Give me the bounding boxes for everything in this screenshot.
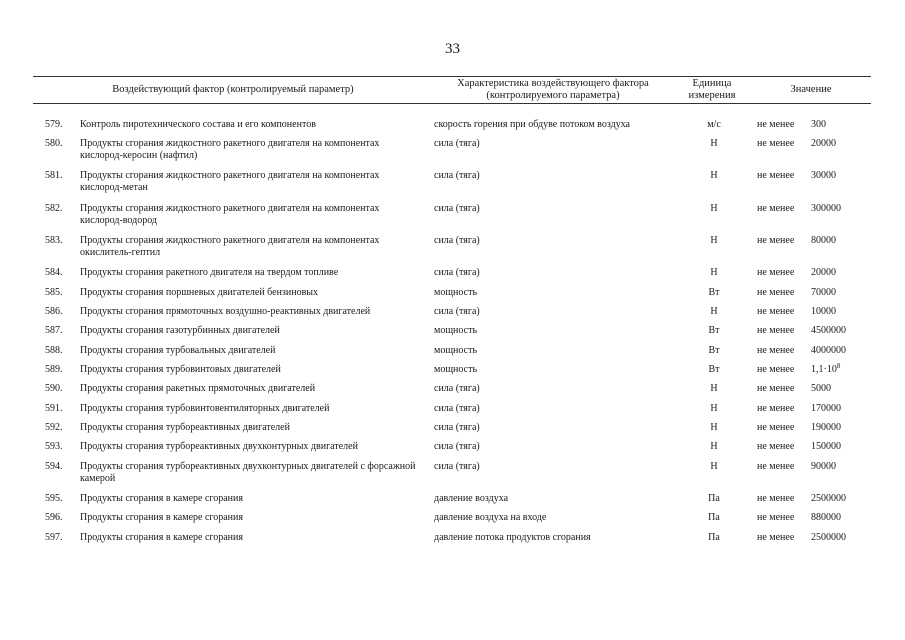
row-value: 880000 bbox=[811, 512, 841, 523]
row-limit: не менее bbox=[757, 267, 795, 278]
row-factor: Продукты сгорания жидкостного ракетного двигателя на компонентах кислород-метан bbox=[80, 170, 380, 193]
row-unit: Н bbox=[710, 235, 718, 246]
row-characteristic: давление воздуха на входе bbox=[434, 512, 547, 523]
row-unit: Н bbox=[710, 267, 718, 278]
row-unit: Н bbox=[710, 441, 718, 452]
row-value: 20000 bbox=[811, 138, 836, 149]
row-characteristic: сила (тяга) bbox=[434, 403, 480, 414]
row-value: 300 bbox=[811, 119, 826, 130]
row-value: 5000 bbox=[811, 383, 831, 394]
row-factor: Продукты сгорания турбореактивных двухконтурных двигателей bbox=[80, 441, 358, 452]
row-unit: Па bbox=[708, 532, 720, 543]
row-factor: Продукты сгорания турбовинтовых двигателей bbox=[80, 364, 281, 375]
row-factor: Продукты сгорания в камере сгорания bbox=[80, 512, 243, 523]
row-number: 596. bbox=[45, 512, 63, 523]
row-number: 580. bbox=[45, 138, 63, 149]
row-unit: Вт bbox=[708, 345, 720, 356]
row-characteristic: скорость горения при обдуве потоком воздуха bbox=[434, 119, 630, 130]
row-number: 593. bbox=[45, 441, 63, 452]
row-limit: не менее bbox=[757, 364, 795, 375]
row-limit: не менее bbox=[757, 532, 795, 543]
row-limit: не менее bbox=[757, 403, 795, 414]
row-characteristic: мощность bbox=[434, 345, 477, 356]
row-value: 30000 bbox=[811, 170, 836, 181]
row-number: 587. bbox=[45, 325, 63, 336]
row-unit: Н bbox=[710, 403, 718, 414]
row-limit: не менее bbox=[757, 287, 795, 298]
row-unit: Н bbox=[710, 203, 718, 214]
row-factor: Продукты сгорания ракетного двигателя на твердом топливе bbox=[80, 267, 339, 278]
row-limit: не менее bbox=[757, 203, 795, 214]
header-factor: Воздействующий фактор (контролируемый параметр) bbox=[112, 84, 354, 95]
row-number: 579. bbox=[45, 119, 63, 130]
header-value: Значение bbox=[790, 84, 832, 95]
row-limit: не менее bbox=[757, 138, 795, 149]
row-unit: Па bbox=[708, 493, 720, 504]
row-number: 582. bbox=[45, 203, 63, 214]
row-factor: Продукты сгорания в камере сгорания bbox=[80, 493, 243, 504]
row-number: 594. bbox=[45, 461, 63, 472]
row-value: 190000 bbox=[811, 422, 841, 433]
row-characteristic: давление потока продуктов сгорания bbox=[434, 532, 591, 543]
row-characteristic: мощность bbox=[434, 364, 477, 375]
row-value: 4000000 bbox=[811, 345, 846, 356]
row-characteristic: сила (тяга) bbox=[434, 138, 480, 149]
row-unit: Н bbox=[710, 170, 718, 181]
row-unit: м/с bbox=[707, 119, 721, 130]
row-characteristic: сила (тяга) bbox=[434, 422, 480, 433]
row-factor: Контроль пиротехнического состава и его компонентов bbox=[80, 119, 316, 130]
row-limit: не менее bbox=[757, 345, 795, 356]
header-characteristic: Характеристика воздействующего фактора (контролируемого параметра) bbox=[457, 78, 649, 101]
row-characteristic: сила (тяга) bbox=[434, 383, 480, 394]
row-value: 70000 bbox=[811, 287, 836, 298]
row-number: 586. bbox=[45, 306, 63, 317]
row-value: 20000 bbox=[811, 267, 836, 278]
row-limit: не менее bbox=[757, 170, 795, 181]
row-characteristic: мощность bbox=[434, 325, 477, 336]
row-unit: Па bbox=[708, 512, 720, 523]
row-number: 592. bbox=[45, 422, 63, 433]
row-unit: Вт bbox=[708, 287, 720, 298]
row-value: 4500000 bbox=[811, 325, 846, 336]
row-unit: Н bbox=[710, 422, 718, 433]
row-number: 591. bbox=[45, 403, 63, 414]
row-value bbox=[811, 364, 840, 376]
row-unit: Вт bbox=[708, 325, 720, 336]
row-limit: не менее bbox=[757, 441, 795, 452]
row-unit: Н bbox=[710, 461, 718, 472]
row-limit: не менее bbox=[757, 493, 795, 504]
row-number: 595. bbox=[45, 493, 63, 504]
page-number: 33 bbox=[445, 41, 460, 57]
row-number: 583. bbox=[45, 235, 63, 246]
row-factor: Продукты сгорания прямоточных воздушно-реактивных двигателей bbox=[80, 306, 371, 317]
row-unit: Вт bbox=[708, 364, 720, 375]
row-characteristic: сила (тяга) bbox=[434, 306, 480, 317]
row-value: 300000 bbox=[811, 203, 841, 214]
row-number: 597. bbox=[45, 532, 63, 543]
row-characteristic: сила (тяга) bbox=[434, 461, 480, 472]
row-number: 581. bbox=[45, 170, 63, 181]
row-value: 2500000 bbox=[811, 532, 846, 543]
row-factor: Продукты сгорания жидкостного ракетного двигателя на компонентах окислитель-гептил bbox=[80, 235, 380, 258]
row-factor: Продукты сгорания поршневых двигателей бензиновых bbox=[80, 287, 319, 298]
row-characteristic: сила (тяга) bbox=[434, 170, 480, 181]
row-limit: не менее bbox=[757, 461, 795, 472]
row-value-exponent: 8 bbox=[836, 362, 841, 370]
row-factor: Продукты сгорания турбовинтовентиляторных двигателей bbox=[80, 403, 330, 414]
row-characteristic: сила (тяга) bbox=[434, 235, 480, 246]
row-characteristic: мощность bbox=[434, 287, 477, 298]
row-number: 585. bbox=[45, 287, 63, 298]
row-characteristic: сила (тяга) bbox=[434, 267, 480, 278]
row-limit: не менее bbox=[757, 512, 795, 523]
row-limit: не менее bbox=[757, 383, 795, 394]
row-number: 588. bbox=[45, 345, 63, 356]
row-limit: не менее bbox=[757, 422, 795, 433]
row-number: 590. bbox=[45, 383, 63, 394]
row-limit: не менее bbox=[757, 119, 795, 130]
row-value: 170000 bbox=[811, 403, 841, 414]
row-value-base: 1,1·10 bbox=[811, 364, 837, 375]
row-value: 10000 bbox=[811, 306, 836, 317]
row-factor: Продукты сгорания газотурбинных двигателей bbox=[80, 325, 280, 336]
row-value: 2500000 bbox=[811, 493, 846, 504]
header-unit: Единица измерения bbox=[688, 78, 736, 101]
row-unit: Н bbox=[710, 138, 718, 149]
row-factor: Продукты сгорания жидкостного ракетного двигателя на компонентах кислород-керосин (нафтил) bbox=[80, 138, 380, 161]
row-factor: Продукты сгорания ракетных прямоточных двигателей bbox=[80, 383, 316, 394]
row-factor: Продукты сгорания турбореактивных двигателей bbox=[80, 422, 290, 433]
row-factor: Продукты сгорания турбовальных двигателей bbox=[80, 345, 276, 356]
row-factor: Продукты сгорания в камере сгорания bbox=[80, 532, 243, 543]
row-unit: Н bbox=[710, 383, 718, 394]
row-limit: не менее bbox=[757, 306, 795, 317]
row-limit: не менее bbox=[757, 325, 795, 336]
row-characteristic: сила (тяга) bbox=[434, 441, 480, 452]
row-characteristic: давление воздуха bbox=[434, 493, 509, 504]
row-limit: не менее bbox=[757, 235, 795, 246]
table-header-rule bbox=[33, 103, 871, 104]
row-characteristic: сила (тяга) bbox=[434, 203, 480, 214]
row-value: 90000 bbox=[811, 461, 836, 472]
row-value: 150000 bbox=[811, 441, 841, 452]
row-number: 584. bbox=[45, 267, 63, 278]
row-value: 80000 bbox=[811, 235, 836, 246]
row-factor: Продукты сгорания жидкостного ракетного двигателя на компонентах кислород-водород bbox=[80, 203, 380, 226]
row-factor: Продукты сгорания турбореактивных двухконтурных двигателей с форсажной камерой bbox=[80, 461, 416, 484]
row-unit: Н bbox=[710, 306, 718, 317]
row-number: 589. bbox=[45, 364, 63, 375]
